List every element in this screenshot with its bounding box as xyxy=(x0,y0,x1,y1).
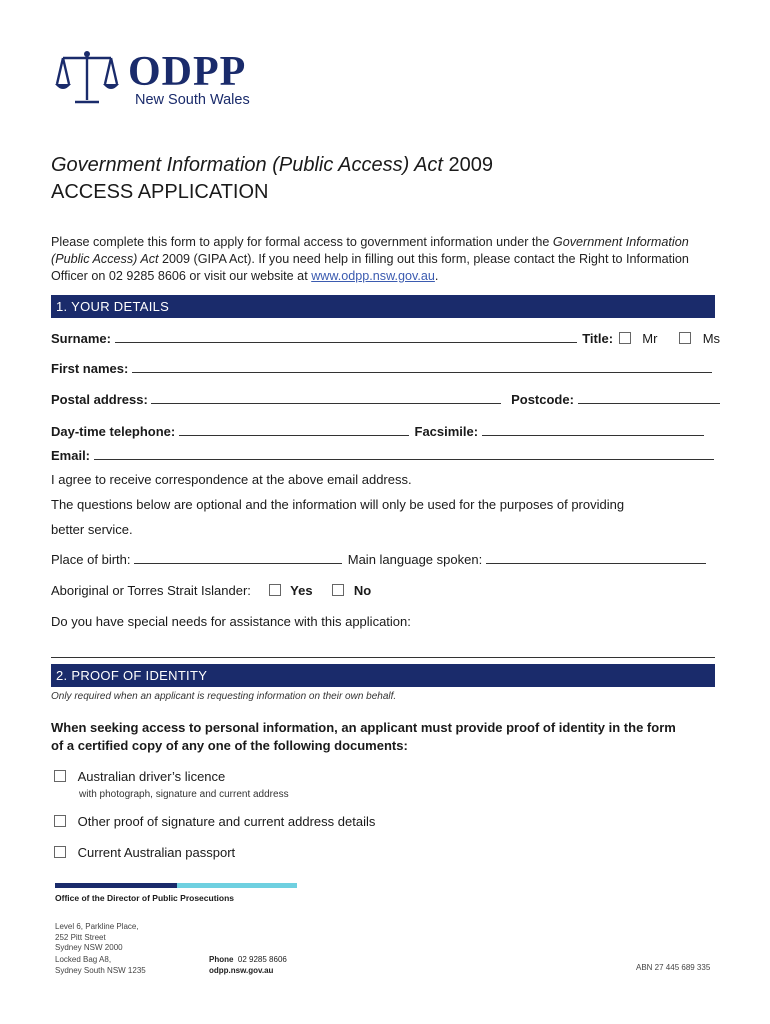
first-names-field[interactable] xyxy=(132,361,712,373)
phone-row xyxy=(51,423,715,441)
special-needs-field[interactable] xyxy=(51,646,715,658)
footer-address: Level 6, Parkline Place, 252 Pitt Street Sydney NSW 2000 xyxy=(55,922,139,952)
title-label: Title: xyxy=(582,331,614,346)
scales-of-justice-icon xyxy=(55,50,119,108)
drivers-licence-label: Australian driver’s licence xyxy=(77,769,226,784)
first-names-label: First names: xyxy=(51,361,129,376)
postal-address-label: Postal address: xyxy=(51,392,148,407)
postcode-field[interactable] xyxy=(578,392,720,404)
place-of-birth-field[interactable] xyxy=(134,552,342,564)
phone-label: Phone xyxy=(209,955,234,964)
logo-name: ODPP xyxy=(128,49,247,95)
proof-instruction-line1: When seeking access to personal information, an applicant must provide proof of identity in the form xyxy=(51,720,676,735)
title-ms-label: Ms xyxy=(702,331,721,346)
footer-locked-bag: Locked Bag A8, Sydney South NSW 1235 xyxy=(55,955,146,975)
act-title: Government Information (Public Access) Act 2009 xyxy=(51,154,494,176)
footer-organisation: Office of the Director of Public Prosecutions xyxy=(55,893,234,903)
phone-number: 02 9285 8606 xyxy=(237,955,287,964)
proof-instruction-line2: of a certified copy of any one of the following documents: xyxy=(51,738,408,753)
postcode-label: Postcode: xyxy=(511,392,574,407)
aboriginal-yes-label: Yes xyxy=(290,583,313,598)
first-names-row xyxy=(51,360,715,378)
daytime-telephone-label: Day-time telephone: xyxy=(51,424,176,439)
proof-of-identity-note: Only required when an applicant is requesting information on their own behalf. xyxy=(51,691,397,702)
main-language-field[interactable] xyxy=(486,552,706,564)
intro-paragraph: Please complete this form to apply for formal access to government information under the Government Information (Public Access) Act 2009 (GIPA Act). If you need help in filling out this form, please contact the Right to Information Officer on 02 9285 8606 or visit our website at www.odpp.nsw.gov.au. xyxy=(51,235,689,283)
aboriginal-no-checkbox[interactable] xyxy=(332,584,344,596)
surname-row xyxy=(51,330,721,348)
page-title: ACCESS APPLICATION xyxy=(51,181,269,203)
surname-field[interactable] xyxy=(115,331,577,343)
postal-row xyxy=(51,391,715,409)
section-proof-of-identity-header: 2. PROOF OF IDENTITY xyxy=(51,664,715,687)
option-passport xyxy=(51,844,715,862)
special-needs-label: Do you have special needs for assistance with this application: xyxy=(51,614,411,629)
passport-checkbox[interactable] xyxy=(54,846,66,858)
footer-bar-dark xyxy=(55,883,177,888)
logo-subtitle: New South Wales xyxy=(135,92,250,108)
facsimile-label: Facsimile: xyxy=(414,424,479,439)
email-consent-text: I agree to receive correspondence at the above email address. xyxy=(51,472,412,487)
footer-abn: ABN 27 445 689 335 xyxy=(636,963,711,972)
aboriginal-label: Aboriginal or Torres Strait Islander: xyxy=(51,583,251,598)
email-field[interactable] xyxy=(94,448,714,460)
optional-note-line2: better service. xyxy=(51,522,133,537)
footer-bar-light xyxy=(177,883,297,888)
title-ms-checkbox[interactable] xyxy=(679,332,691,344)
footer-contact xyxy=(209,955,287,976)
website-link[interactable]: www.odpp.nsw.gov.au xyxy=(311,269,435,283)
other-proof-label: Other proof of signature and current address details xyxy=(77,814,376,829)
email-row xyxy=(51,447,715,465)
section-your-details-header: 1. YOUR DETAILS xyxy=(51,295,715,318)
facsimile-field[interactable] xyxy=(482,424,704,436)
surname-label: Surname: xyxy=(51,331,111,346)
option-drivers-licence xyxy=(51,768,715,786)
aboriginal-no-label: No xyxy=(353,583,372,598)
other-proof-checkbox[interactable] xyxy=(54,815,66,827)
email-label: Email: xyxy=(51,448,91,463)
main-language-label: Main language spoken: xyxy=(347,552,483,567)
title-mr-label: Mr xyxy=(642,331,658,346)
postal-address-field[interactable] xyxy=(151,392,501,404)
footer-website[interactable]: odpp.nsw.gov.au xyxy=(209,965,274,975)
option-other-proof xyxy=(51,813,715,831)
passport-label: Current Australian passport xyxy=(77,845,236,860)
optional-note-line1: The questions below are optional and the information will only be used for the purposes of providing xyxy=(51,497,625,512)
title-mr-checkbox[interactable] xyxy=(619,332,631,344)
daytime-telephone-field[interactable] xyxy=(179,424,409,436)
aboriginal-yes-checkbox[interactable] xyxy=(269,584,281,596)
aboriginal-row xyxy=(51,582,715,600)
birth-language-row xyxy=(51,551,715,569)
drivers-licence-checkbox[interactable] xyxy=(54,770,66,782)
place-of-birth-label: Place of birth: xyxy=(51,552,131,567)
drivers-licence-sub: with photograph, signature and current address xyxy=(79,789,289,800)
